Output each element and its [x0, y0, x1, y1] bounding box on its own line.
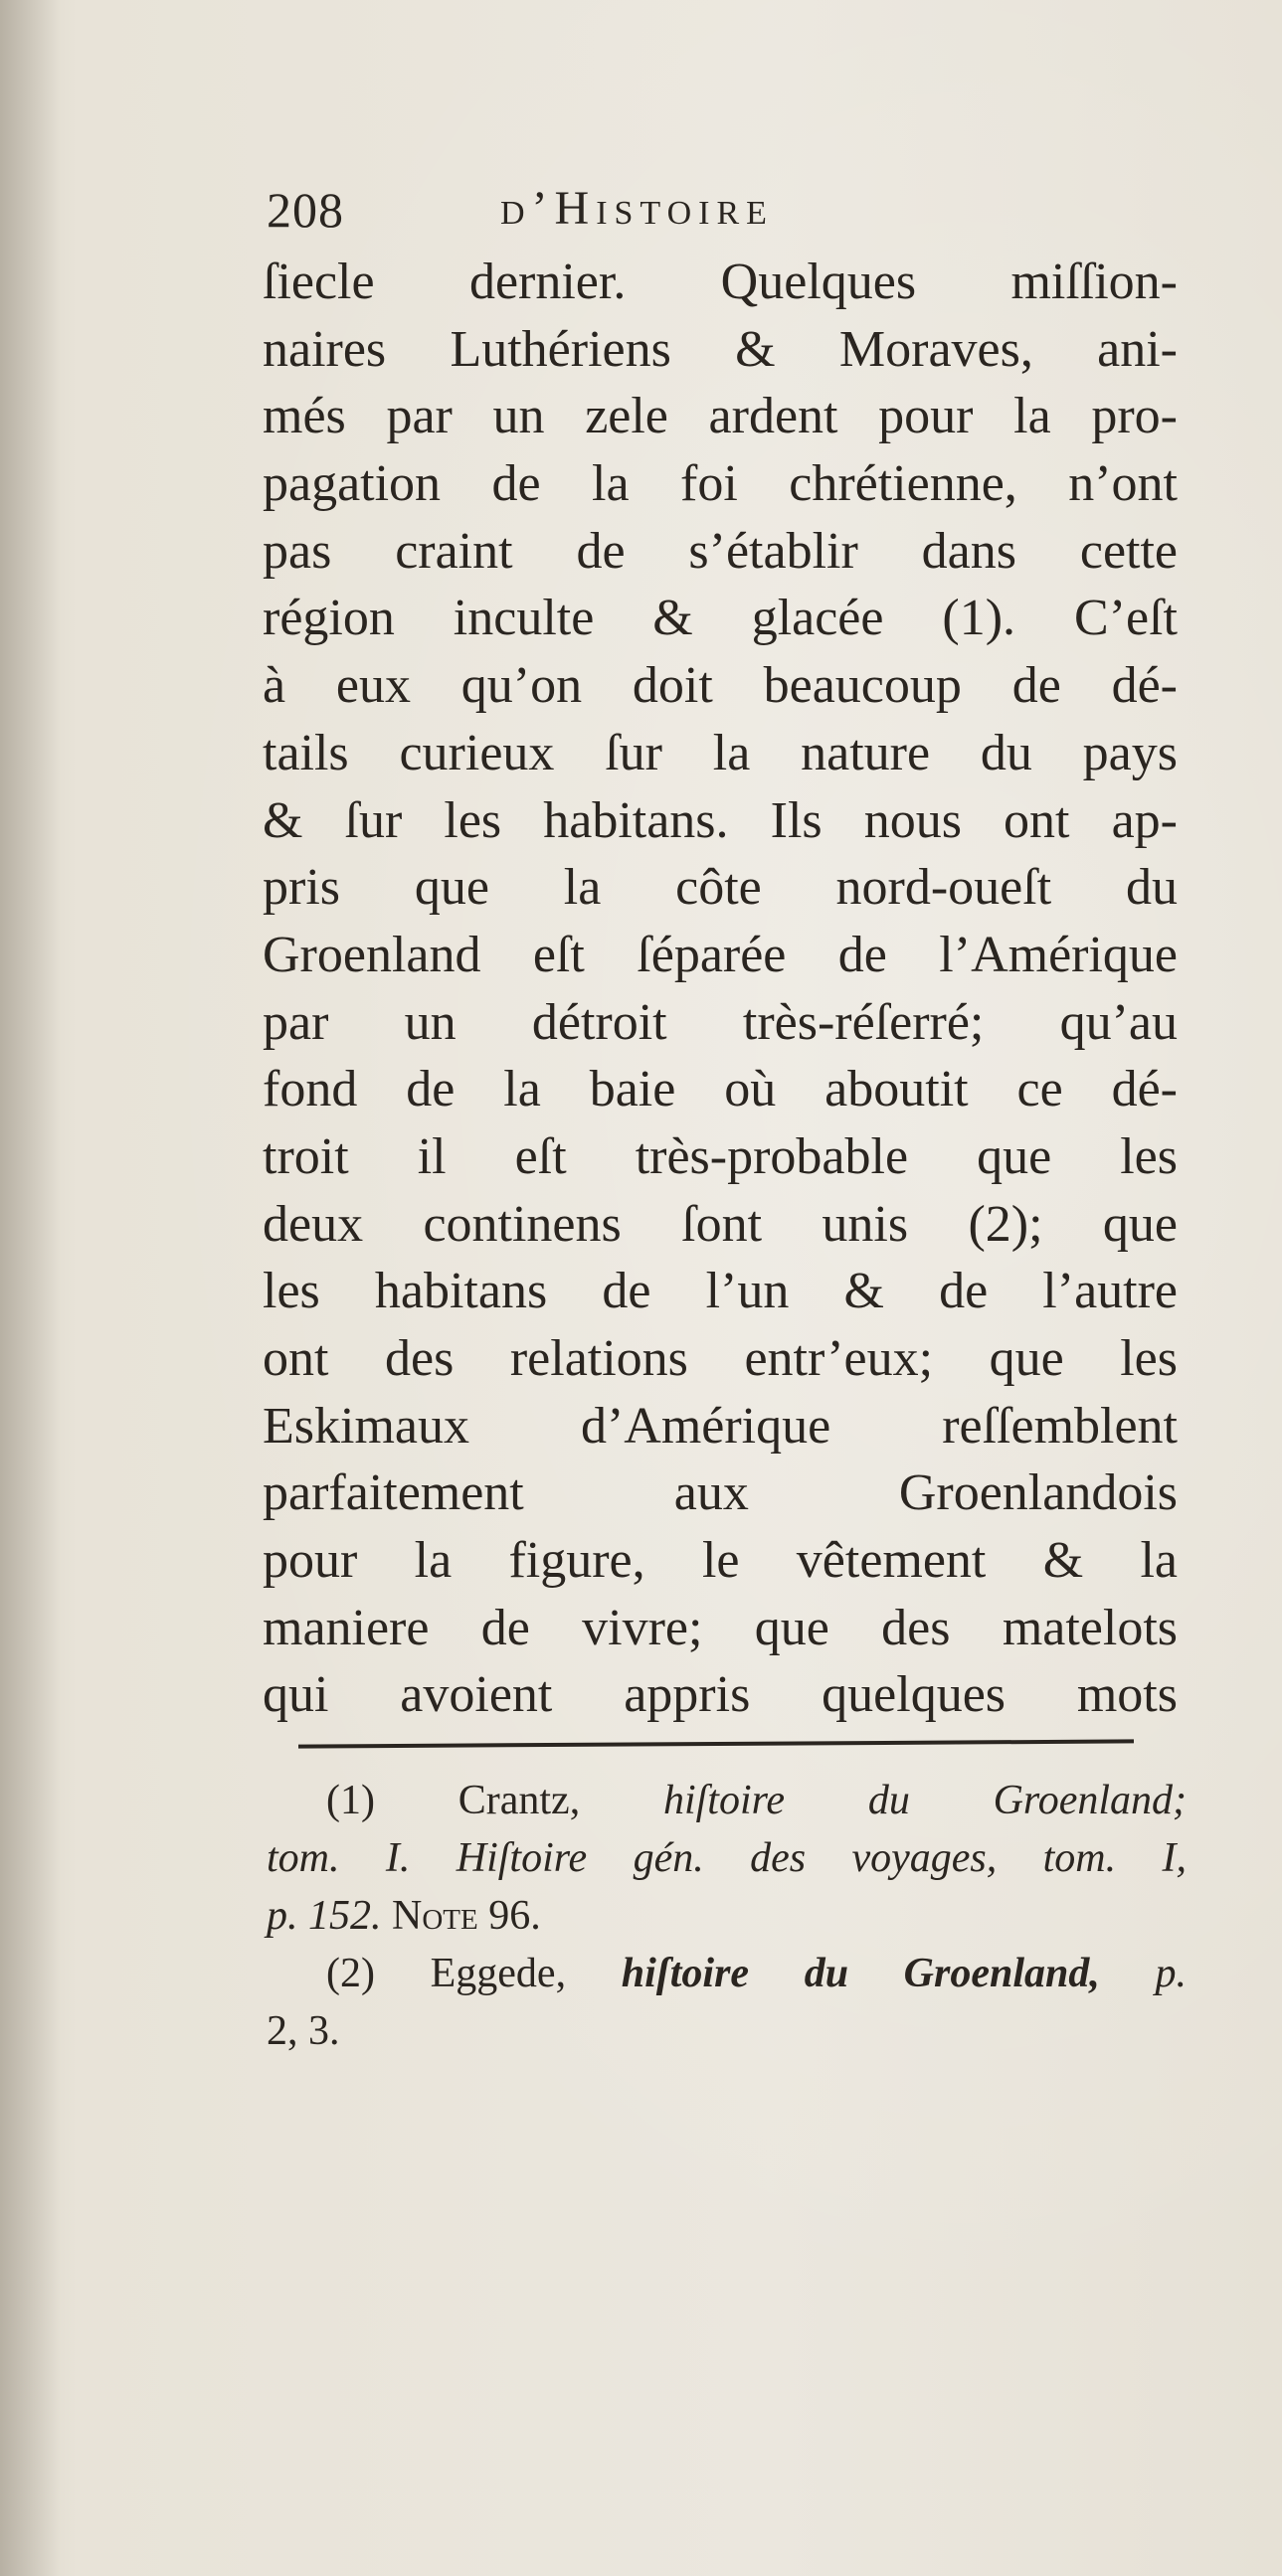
footnote-rule — [298, 1739, 1134, 1748]
text-line: tails curieux ſur la nature du pays — [263, 724, 1178, 781]
text-line: région inculte & glacée (1). C’eſt — [263, 590, 1178, 647]
footnote-ref: tom. I. Hiſtoire gén. des voyages, — [267, 1835, 998, 1881]
footnote-title: hiſtoire du Groenland, — [621, 1951, 1100, 1996]
text-line: à eux qu’on doit beaucoup de dé- — [263, 657, 1178, 715]
text-line: pagation de la foi chrétienne, n’ont — [263, 455, 1178, 513]
footnote-2-line-1 — [267, 1945, 1187, 2002]
text-line: maniere de vivre; que des matelots — [263, 1599, 1178, 1656]
footnotes — [267, 1772, 1187, 2060]
text-line: par un détroit très-réſerré; qu’au — [263, 993, 1178, 1051]
footnote-1-line-2 — [267, 1829, 1187, 1887]
footnote-title: hiſtoire du Groenland; — [662, 1778, 1188, 1823]
footnote-author: Eggede, — [430, 1951, 567, 1996]
footnote-page: p. 152. — [267, 1893, 382, 1939]
text-line: pris que la côte nord-oueſt du — [263, 859, 1178, 917]
footnote-pages: 2, 3. — [267, 2008, 340, 2054]
text-line: qui avoient appris quelques mots — [263, 1666, 1178, 1724]
footnote-ref: tom. I, — [1042, 1835, 1187, 1881]
page-header — [267, 181, 943, 241]
text-line: pour la figure, le vêtement & la — [263, 1532, 1178, 1590]
footnote-author: Crantz, — [458, 1778, 581, 1823]
text-line: troit il eſt très-probable que les — [263, 1127, 1178, 1185]
text-line: les habitans de l’un & de l’autre — [263, 1263, 1178, 1320]
footnote-note-ref: Note 96. — [392, 1893, 541, 1939]
gutter-shadow — [0, 0, 60, 2576]
footnote-marker: (1) — [326, 1778, 375, 1823]
text-line: naires Luthériens & Moraves, ani- — [263, 320, 1178, 378]
text-line: deux continens ſont unis (2); que — [263, 1195, 1178, 1253]
page-number: 208 — [267, 182, 344, 238]
footnote-marker: (2) — [326, 1951, 375, 1996]
text-line: Groenland eſt ſéparée de l’Amérique — [263, 926, 1178, 983]
text-line: & ſur les habitans. Ils nous ont ap- — [263, 791, 1178, 849]
footnote-1-line-1 — [267, 1772, 1187, 1829]
text-line: ont des relations entr’eux; que les — [263, 1330, 1178, 1387]
text-line: Eskimaux d’Amérique reſſemblent — [263, 1397, 1178, 1455]
footnote-2-line-2 — [267, 2002, 1187, 2060]
body-text — [263, 249, 1178, 1729]
text-line: fond de la baie où aboutit ce dé- — [263, 1061, 1178, 1118]
footnote-page: p. — [1155, 1951, 1188, 1996]
footnote-1-line-3 — [267, 1887, 1187, 1945]
running-title: d’Histoire — [500, 182, 774, 235]
text-line: parfaitement aux Groenlandois — [263, 1464, 1178, 1522]
text-line: ſiecle dernier. Quelques miſſion- — [263, 254, 1178, 310]
text-line: més par un zele ardent pour la pro- — [263, 388, 1178, 445]
text-line: pas craint de s’établir dans cette — [263, 522, 1178, 580]
